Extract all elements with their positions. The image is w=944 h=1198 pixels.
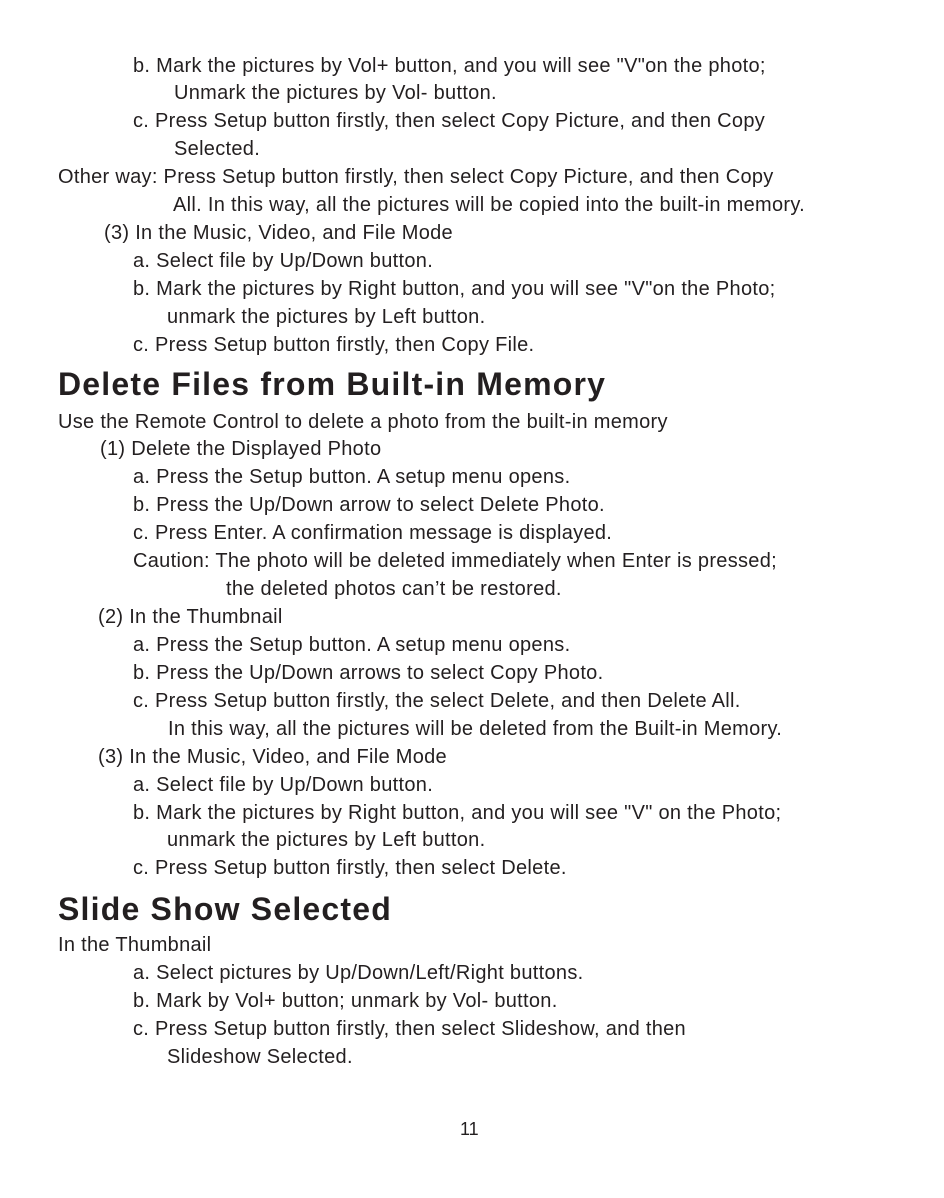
- slideshow-step-c: c. Press Setup button firstly, then select Slideshow, and then: [133, 1018, 686, 1040]
- top-step-3-c: c. Press Setup button firstly, then Copy File.: [133, 334, 535, 356]
- delete-caution-cont: the deleted photos can’t be restored.: [226, 578, 562, 600]
- delete-step-2-c-cont: In this way, all the pictures will be deleted from the Built-in Memory.: [168, 718, 783, 740]
- delete-step-1-a: a. Press the Setup button. A setup menu opens.: [133, 466, 571, 488]
- slideshow-intro: In the Thumbnail: [58, 934, 212, 956]
- delete-step-2-a: a. Press the Setup button. A setup menu opens.: [133, 634, 571, 656]
- top-step-3: (3) In the Music, Video, and File Mode: [104, 222, 453, 244]
- slideshow-step-b: b. Mark by Vol+ button; unmark by Vol- button.: [133, 990, 558, 1012]
- page-number: 11: [460, 1119, 479, 1139]
- delete-step-3-c: c. Press Setup button firstly, then select Delete.: [133, 857, 567, 879]
- delete-step-3-b: b. Mark the pictures by Right button, and you will see "V" on the Photo;: [133, 802, 782, 824]
- delete-files-heading: Delete Files from Built-in Memory: [58, 366, 607, 402]
- delete-step-2-b: b. Press the Up/Down arrows to select Copy Photo.: [133, 662, 604, 684]
- delete-step-2: (2) In the Thumbnail: [98, 606, 283, 628]
- slideshow-step-c-cont: Slideshow Selected.: [167, 1046, 353, 1068]
- delete-step-1-b: b. Press the Up/Down arrow to select Delete Photo.: [133, 494, 605, 516]
- top-line-c: c. Press Setup button firstly, then select Copy Picture, and then Copy: [133, 110, 766, 132]
- other-way-line-cont: All. In this way, all the pictures will be copied into the built-in memory.: [173, 194, 806, 216]
- slide-show-heading: Slide Show Selected: [58, 891, 393, 927]
- top-step-3-a: a. Select file by Up/Down button.: [133, 250, 434, 272]
- other-way-line: Other way: Press Setup button firstly, then select Copy Picture, and then Copy: [58, 166, 774, 188]
- delete-caution: Caution: The photo will be deleted immediately when Enter is pressed;: [133, 550, 778, 572]
- top-step-3-b-cont: unmark the pictures by Left button.: [167, 306, 486, 328]
- delete-step-3: (3) In the Music, Video, and File Mode: [98, 746, 447, 768]
- top-line-c-cont: Selected.: [174, 138, 261, 160]
- top-line-b-cont: Unmark the pictures by Vol- button.: [174, 82, 497, 104]
- delete-intro: Use the Remote Control to delete a photo from the built-in memory: [58, 411, 668, 433]
- delete-step-3-a: a. Select file by Up/Down button.: [133, 774, 434, 796]
- delete-step-3-b-cont: unmark the pictures by Left button.: [167, 829, 486, 851]
- top-line-b: b. Mark the pictures by Vol+ button, and you will see "V"on the photo;: [133, 55, 766, 77]
- delete-step-1: (1) Delete the Displayed Photo: [100, 438, 382, 460]
- delete-step-2-c: c. Press Setup button firstly, the select Delete, and then Delete All.: [133, 690, 741, 712]
- top-step-3-b: b. Mark the pictures by Right button, and you will see "V"on the Photo;: [133, 278, 776, 300]
- delete-step-1-c: c. Press Enter. A confirmation message is displayed.: [133, 522, 613, 544]
- slideshow-step-a: a. Select pictures by Up/Down/Left/Right buttons.: [133, 962, 584, 984]
